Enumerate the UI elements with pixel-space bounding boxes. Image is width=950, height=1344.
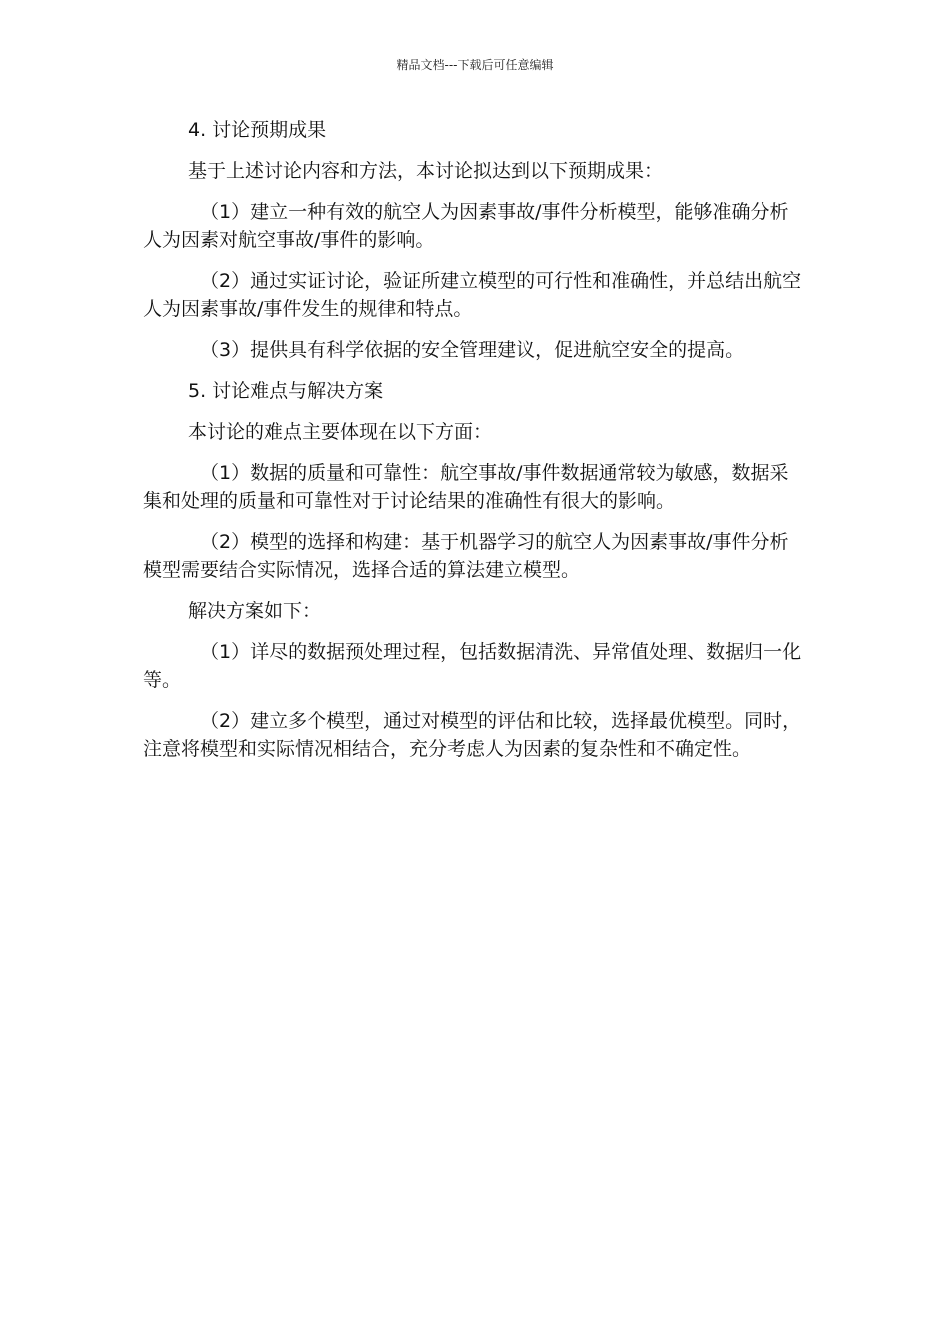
document-body (143, 116, 807, 776)
outcome-item-3: （3）提供具有科学依据的安全管理建议，促进航空安全的提高。 (200, 339, 745, 361)
section-heading-4: 4. 讨论预期成果 (188, 119, 327, 141)
difficulty-item-2: （2）模型的选择和构建：基于机器学习的航空人为因素事故/事件分析模型需要结合实际情况，选择合适的算法建立模型。 (143, 531, 789, 581)
page-header: 精品文档---下载后可任意编辑 (396, 58, 554, 72)
solution-item-2: （2）建立多个模型，通过对模型的评估和比较，选择最优模型。同时，注意将模型和实际情况相结合，充分考虑人为因素的复杂性和不确定性。 (143, 710, 802, 760)
solution-item-1: （1）详尽的数据预处理过程，包括数据清洗、异常值处理、数据归一化等。 (143, 641, 802, 691)
outcome-item-1: （1）建立一种有效的航空人为因素事故/事件分析模型，能够准确分析人为因素对航空事故/事件的影响。 (143, 201, 789, 251)
difficulty-item-1: （1）数据的质量和可靠性：航空事故/事件数据通常较为敏感，数据采集和处理的质量和可靠性对于讨论结果的准确性有很大的影响。 (143, 462, 789, 512)
paragraph-intro-solutions: 解决方案如下： (188, 600, 322, 622)
paragraph-intro-difficulties: 本讨论的难点主要体现在以下方面： (188, 421, 493, 443)
outcome-item-2: （2）通过实证讨论，验证所建立模型的可行性和准确性，并总结出航空人为因素事故/事件发生的规律和特点。 (143, 270, 802, 320)
paragraph-intro-outcomes: 基于上述讨论内容和方法，本讨论拟达到以下预期成果： (188, 160, 664, 182)
section-heading-5: 5. 讨论难点与解决方案 (188, 380, 384, 402)
